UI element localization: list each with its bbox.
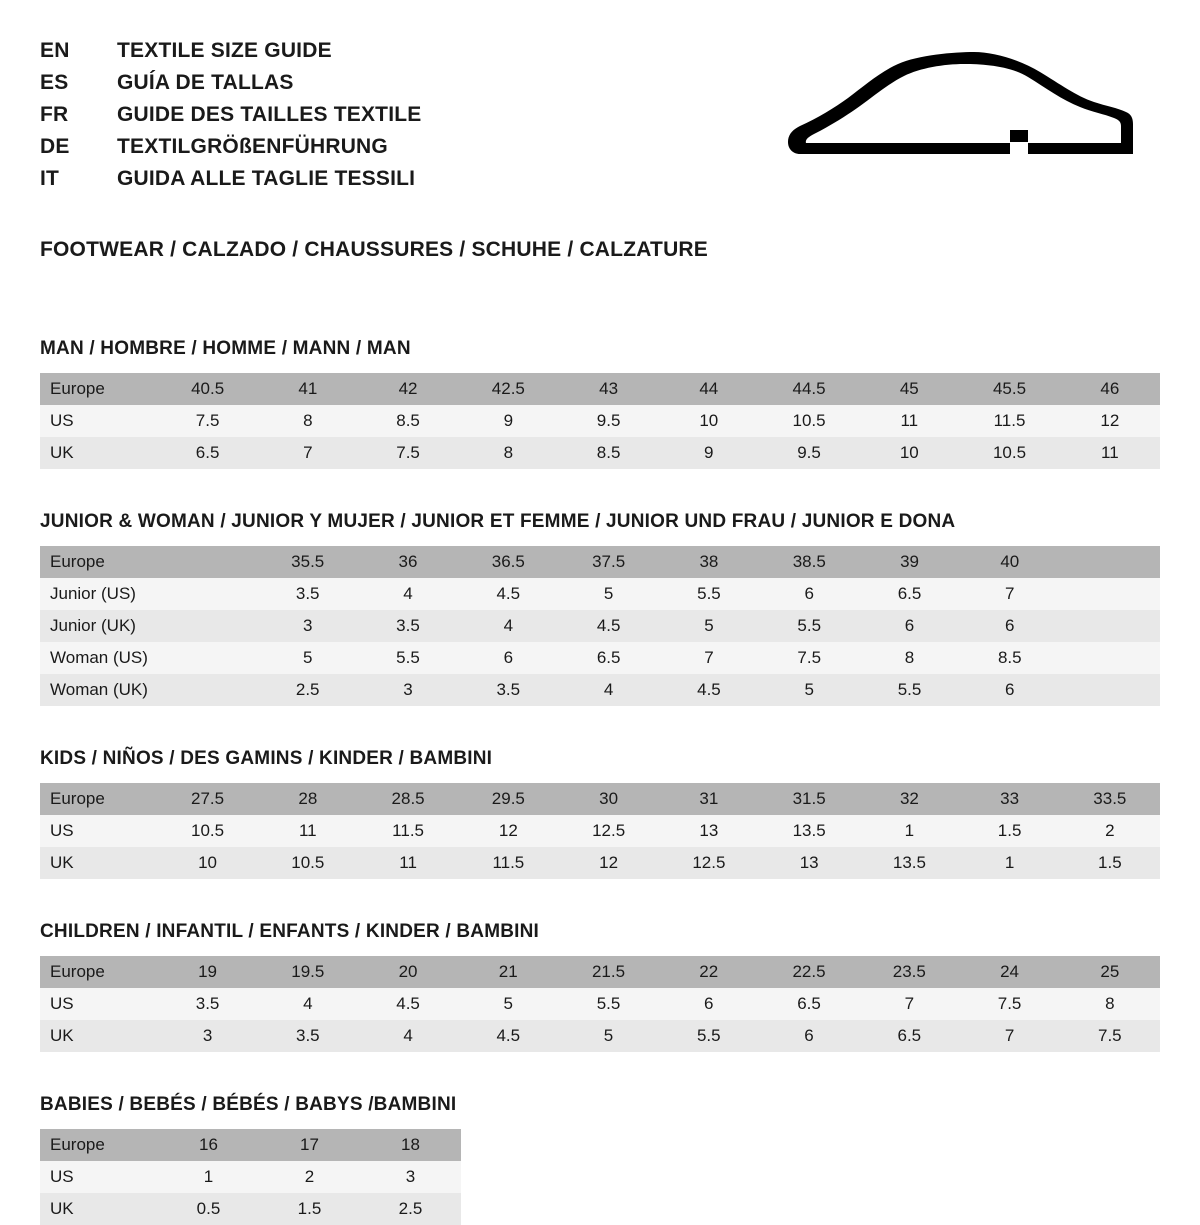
cell: 11 xyxy=(358,847,458,879)
cell: 4 xyxy=(558,674,658,706)
table-row xyxy=(40,437,1160,469)
cell: 6 xyxy=(960,610,1060,642)
cell: 6 xyxy=(859,610,959,642)
cell: 8 xyxy=(458,437,558,469)
cell: 13 xyxy=(759,847,859,879)
table-row xyxy=(40,1129,461,1161)
cell: 4.5 xyxy=(358,988,458,1020)
cell: 24 xyxy=(959,956,1059,988)
cell: 38 xyxy=(659,546,759,578)
section-title: KIDS / NIÑOS / DES GAMINS / KINDER / BAMBINI xyxy=(40,748,493,769)
cell xyxy=(1060,674,1160,706)
cell: 6 xyxy=(659,988,759,1020)
dress-shoe-icon xyxy=(780,50,1140,200)
cell: 5.5 xyxy=(358,642,458,674)
cell: 3.5 xyxy=(157,988,257,1020)
cell: 12 xyxy=(458,815,558,847)
cell: 6 xyxy=(759,1020,859,1052)
table-row xyxy=(40,610,1160,642)
size-table-children xyxy=(40,956,1160,1052)
cell: 33.5 xyxy=(1060,783,1160,815)
cell: 8 xyxy=(1060,988,1160,1020)
cell: 3.5 xyxy=(358,610,458,642)
table-row xyxy=(40,373,1160,405)
cell: 11 xyxy=(1060,437,1160,469)
cell: 7.5 xyxy=(959,988,1059,1020)
cell: 10.5 xyxy=(759,405,859,437)
cell: 10 xyxy=(157,847,257,879)
cell: 35.5 xyxy=(258,546,358,578)
cell: 2.5 xyxy=(360,1193,461,1225)
table-row xyxy=(40,815,1160,847)
table-row xyxy=(40,642,1160,674)
cell: 10 xyxy=(859,437,959,469)
section-title: MAN / HOMBRE / HOMME / MANN / MAN xyxy=(40,338,411,359)
cell: 10 xyxy=(659,405,759,437)
cell: 7 xyxy=(959,1020,1059,1052)
cell: 6.5 xyxy=(859,578,959,610)
cell: 1 xyxy=(960,847,1060,879)
cell: 7.5 xyxy=(1060,1020,1160,1052)
row-label: Junior (UK) xyxy=(40,610,158,642)
cell: 1 xyxy=(158,1161,259,1193)
page-header xyxy=(40,36,1160,200)
cell: 7.5 xyxy=(759,642,859,674)
cell: 13.5 xyxy=(859,847,959,879)
size-table-babies xyxy=(40,1129,461,1225)
table-row xyxy=(40,578,1160,610)
cell: 4.5 xyxy=(558,610,658,642)
cell: 5 xyxy=(558,1020,658,1052)
cell: 29.5 xyxy=(458,783,558,815)
row-label: Junior (US) xyxy=(40,578,158,610)
cell: 1 xyxy=(859,815,959,847)
cell: 32 xyxy=(859,783,959,815)
section-junior-woman xyxy=(40,511,1160,706)
cell: 2 xyxy=(1060,815,1160,847)
cell: 8.5 xyxy=(960,642,1060,674)
cell: 38.5 xyxy=(759,546,859,578)
cell: 13 xyxy=(659,815,759,847)
cell: 42.5 xyxy=(458,373,558,405)
language-title-list xyxy=(40,36,421,192)
cell: 31.5 xyxy=(759,783,859,815)
cell: 11 xyxy=(859,405,959,437)
cell: 6.5 xyxy=(558,642,658,674)
cell: 6 xyxy=(960,674,1060,706)
language-code: ES xyxy=(40,70,69,94)
cell: 42 xyxy=(358,373,458,405)
cell xyxy=(1060,610,1160,642)
cell: 12 xyxy=(558,847,658,879)
cell: 13.5 xyxy=(759,815,859,847)
language-code: FR xyxy=(40,102,69,126)
cell: 5.5 xyxy=(759,610,859,642)
cell xyxy=(1060,546,1160,578)
cell: 44 xyxy=(659,373,759,405)
cell: 3 xyxy=(358,674,458,706)
cell: 6 xyxy=(458,642,558,674)
table-row xyxy=(40,783,1160,815)
cell: 22.5 xyxy=(759,956,859,988)
cell: 46 xyxy=(1060,373,1160,405)
table-row xyxy=(40,956,1160,988)
cell: 11.5 xyxy=(959,405,1059,437)
cell: 45.5 xyxy=(959,373,1059,405)
cell: 5 xyxy=(558,578,658,610)
cell: 7 xyxy=(659,642,759,674)
cell: 4 xyxy=(358,1020,458,1052)
cell: 3.5 xyxy=(458,674,558,706)
row-label: UK xyxy=(40,847,157,879)
section-babies xyxy=(40,1094,1160,1225)
cell: 44.5 xyxy=(759,373,859,405)
cell: 8.5 xyxy=(358,405,458,437)
cell: 36 xyxy=(358,546,458,578)
table-row xyxy=(40,1193,461,1225)
cell xyxy=(158,610,258,642)
cell: 9 xyxy=(458,405,558,437)
cell: 3 xyxy=(360,1161,461,1193)
section-man xyxy=(40,338,1160,469)
cell: 28.5 xyxy=(358,783,458,815)
section-kids xyxy=(40,748,1160,879)
cell: 2.5 xyxy=(258,674,358,706)
cell: 6.5 xyxy=(157,437,257,469)
cell: 9 xyxy=(659,437,759,469)
cell: 1.5 xyxy=(960,815,1060,847)
language-title: TEXTILGRÖßENFÜHRUNG xyxy=(117,134,388,158)
cell: 5.5 xyxy=(859,674,959,706)
table-row xyxy=(40,1161,461,1193)
table-row xyxy=(40,546,1160,578)
cell: 36.5 xyxy=(458,546,558,578)
language-code: DE xyxy=(40,134,70,158)
cell: 5 xyxy=(659,610,759,642)
cell: 20 xyxy=(358,956,458,988)
table-row xyxy=(40,847,1160,879)
cell: 6 xyxy=(759,578,859,610)
section-title: CHILDREN / INFANTIL / ENFANTS / KINDER / BAMBINI xyxy=(40,921,540,942)
section-children xyxy=(40,921,1160,1052)
row-label: Europe xyxy=(40,1129,158,1161)
row-label: Europe xyxy=(40,783,157,815)
row-label: UK xyxy=(40,1020,157,1052)
language-title: TEXTILE SIZE GUIDE xyxy=(117,39,332,62)
cell: 30 xyxy=(558,783,658,815)
language-row xyxy=(40,134,421,161)
cell: 41 xyxy=(258,373,358,405)
row-label: US xyxy=(40,988,157,1020)
cell: 7 xyxy=(859,988,959,1020)
row-label: Europe xyxy=(40,956,157,988)
cell: 3.5 xyxy=(258,1020,358,1052)
cell: 19.5 xyxy=(258,956,358,988)
cell: 7.5 xyxy=(358,437,458,469)
footwear-category-title: FOOTWEAR / CALZADO / CHAUSSURES / SCHUHE / CALZATURE xyxy=(40,238,709,261)
cell: 31 xyxy=(659,783,759,815)
cell: 5 xyxy=(458,988,558,1020)
row-label: Europe xyxy=(40,546,158,578)
cell: 10.5 xyxy=(258,847,358,879)
section-title: JUNIOR & WOMAN / JUNIOR Y MUJER / JUNIOR ET FEMME / JUNIOR UND FRAU / JUNIOR E DONA xyxy=(40,511,956,532)
row-label: US xyxy=(40,405,157,437)
cell: 39 xyxy=(859,546,959,578)
row-label: UK xyxy=(40,437,157,469)
language-title: GUIDA ALLE TAGLIE TESSILI xyxy=(117,166,416,190)
cell xyxy=(1060,642,1160,674)
size-table-man xyxy=(40,373,1160,469)
cell: 6.5 xyxy=(859,1020,959,1052)
cell: 11.5 xyxy=(358,815,458,847)
cell xyxy=(158,546,258,578)
cell: 0.5 xyxy=(158,1193,259,1225)
cell: 12 xyxy=(1060,405,1160,437)
cell: 7 xyxy=(960,578,1060,610)
size-table-kids xyxy=(40,783,1160,879)
cell: 33 xyxy=(960,783,1060,815)
cell: 4 xyxy=(258,988,358,1020)
cell: 1.5 xyxy=(259,1193,360,1225)
cell: 5.5 xyxy=(659,578,759,610)
row-label: US xyxy=(40,1161,158,1193)
cell: 27.5 xyxy=(157,783,257,815)
cell: 45 xyxy=(859,373,959,405)
language-title: GUIDE DES TAILLES TEXTILE xyxy=(117,102,422,126)
language-row xyxy=(40,38,421,65)
cell: 6.5 xyxy=(759,988,859,1020)
cell xyxy=(158,674,258,706)
cell: 19 xyxy=(157,956,257,988)
cell: 16 xyxy=(158,1129,259,1161)
cell: 8 xyxy=(859,642,959,674)
cell: 7 xyxy=(258,437,358,469)
cell: 7.5 xyxy=(157,405,257,437)
cell: 23.5 xyxy=(859,956,959,988)
cell: 11 xyxy=(258,815,358,847)
size-table-junior-woman xyxy=(40,546,1160,706)
row-label: US xyxy=(40,815,157,847)
cell: 22 xyxy=(659,956,759,988)
cell: 4.5 xyxy=(458,578,558,610)
cell: 10.5 xyxy=(157,815,257,847)
language-code: EN xyxy=(40,39,70,62)
cell: 3 xyxy=(157,1020,257,1052)
cell: 40.5 xyxy=(157,373,257,405)
cell xyxy=(158,578,258,610)
row-label: Europe xyxy=(40,373,157,405)
cell: 9.5 xyxy=(558,405,658,437)
table-row xyxy=(40,405,1160,437)
cell: 17 xyxy=(259,1129,360,1161)
cell xyxy=(158,642,258,674)
table-row xyxy=(40,1020,1160,1052)
cell: 5 xyxy=(258,642,358,674)
cell: 9.5 xyxy=(759,437,859,469)
cell: 10.5 xyxy=(959,437,1059,469)
cell: 1.5 xyxy=(1060,847,1160,879)
cell: 4.5 xyxy=(659,674,759,706)
cell: 25 xyxy=(1060,956,1160,988)
table-row xyxy=(40,988,1160,1020)
language-title: GUÍA DE TALLAS xyxy=(117,70,294,94)
cell: 4 xyxy=(358,578,458,610)
cell: 5.5 xyxy=(558,988,658,1020)
table-row xyxy=(40,674,1160,706)
cell xyxy=(1060,578,1160,610)
cell: 28 xyxy=(258,783,358,815)
cell: 18 xyxy=(360,1129,461,1161)
cell: 40 xyxy=(960,546,1060,578)
row-label: UK xyxy=(40,1193,158,1225)
cell: 8 xyxy=(258,405,358,437)
cell: 37.5 xyxy=(558,546,658,578)
row-label: Woman (US) xyxy=(40,642,158,674)
language-code: IT xyxy=(40,166,60,190)
cell: 3 xyxy=(258,610,358,642)
cell: 21.5 xyxy=(558,956,658,988)
cell: 2 xyxy=(259,1161,360,1193)
cell: 12.5 xyxy=(558,815,658,847)
section-title: BABIES / BEBÉS / BÉBÉS / BABYS /BAMBINI xyxy=(40,1094,457,1115)
cell: 21 xyxy=(458,956,558,988)
cell: 4 xyxy=(458,610,558,642)
cell: 4.5 xyxy=(458,1020,558,1052)
cell: 12.5 xyxy=(659,847,759,879)
cell: 3.5 xyxy=(258,578,358,610)
cell: 8.5 xyxy=(558,437,658,469)
cell: 5 xyxy=(759,674,859,706)
language-row xyxy=(40,102,421,129)
cell: 43 xyxy=(558,373,658,405)
row-label: Woman (UK) xyxy=(40,674,158,706)
cell: 5.5 xyxy=(659,1020,759,1052)
language-row xyxy=(40,70,421,97)
language-row xyxy=(40,166,421,193)
cell: 11.5 xyxy=(458,847,558,879)
